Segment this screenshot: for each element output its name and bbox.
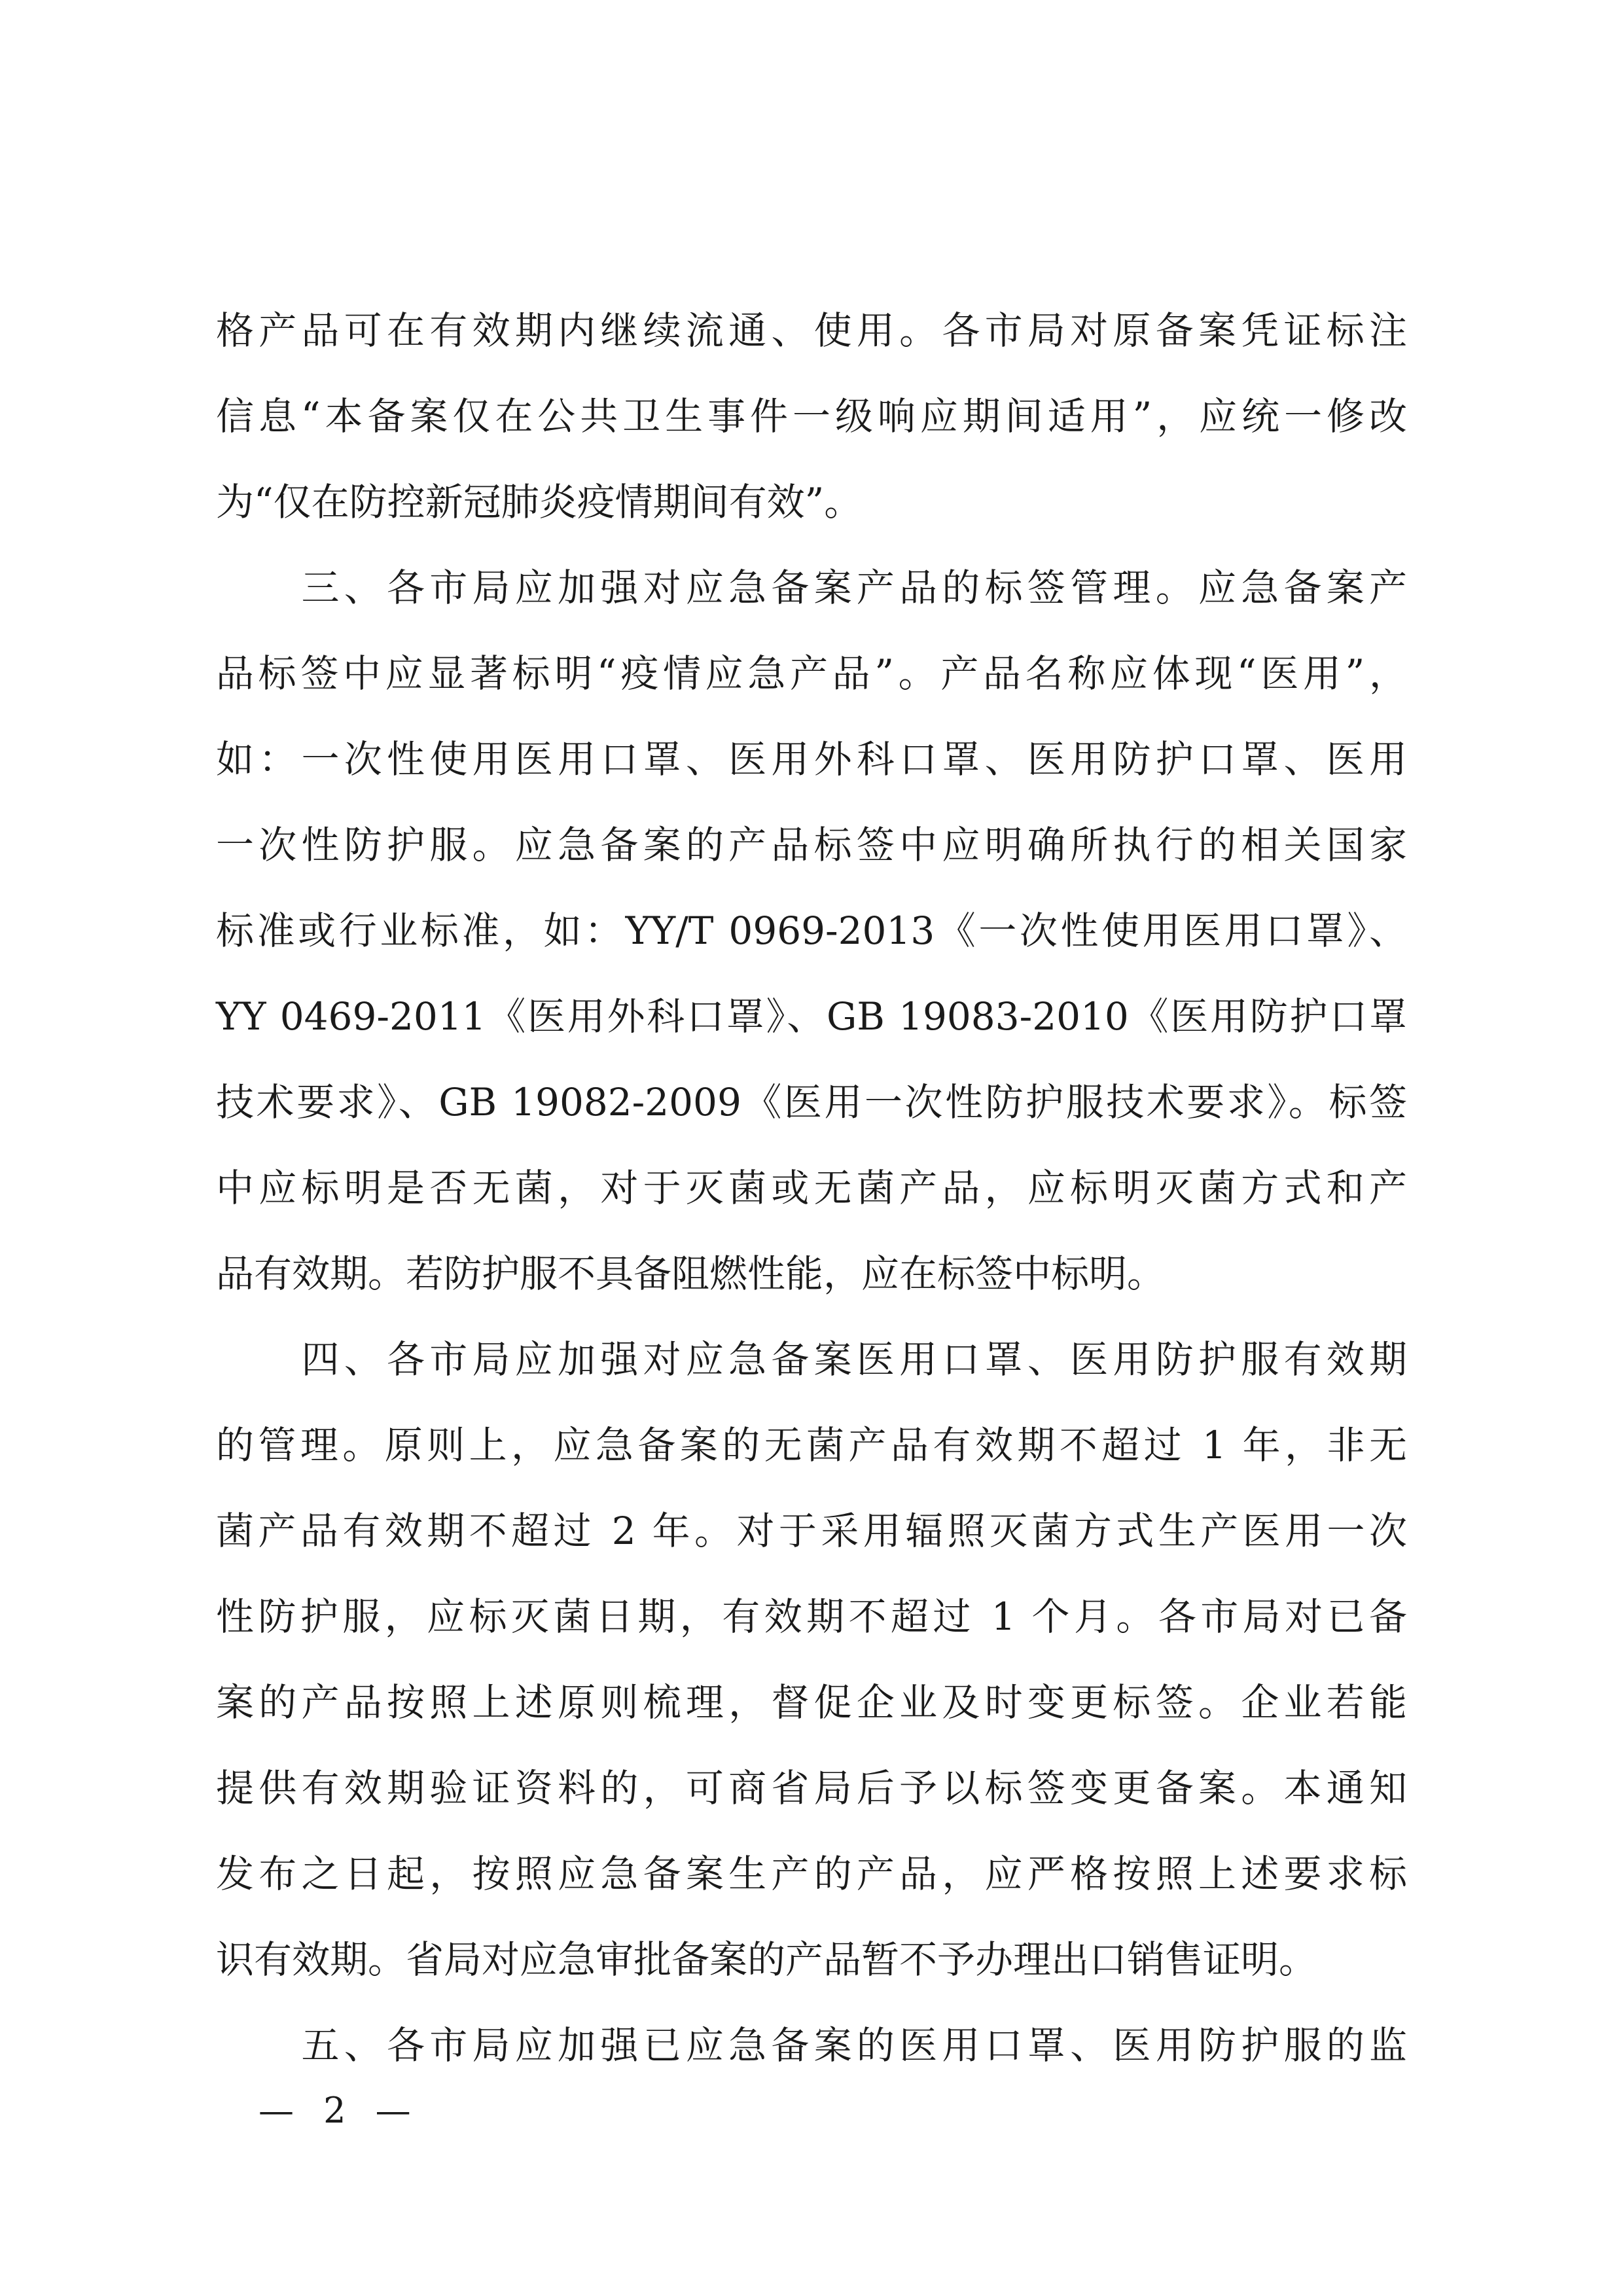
text-line: 性防护服，应标灭菌日期，有效期不超过 1 个月。各市局对已备 xyxy=(216,1594,1407,1639)
text-line: 为“仅在防控新冠肺炎疫情期间有效”。 xyxy=(216,480,863,524)
text-line: 菌产品有效期不超过 2 年。对于采用辐照灭菌方式生产医用一次 xyxy=(216,1509,1407,1553)
text-line: 格产品可在有效期内继续流通、使用。各市局对原备案凭证标注 xyxy=(216,308,1407,353)
text-line: 四、各市局应加强对应急备案医用口罩、医用防护服有效期 xyxy=(216,1337,1407,1382)
document-body xyxy=(216,288,1407,2089)
text-line: 标准或行业标准，如：YY/T 0969-2013《一次性使用医用口罩》、 xyxy=(216,908,1407,953)
text-line: 五、各市局应加强已应急备案的医用口罩、医用防护服的监 xyxy=(216,2023,1407,2068)
text-line: 品标签中应显著标明“疫情应急产品”。产品名称应体现“医用”， xyxy=(216,651,1407,696)
text-line: 的管理。原则上，应急备案的无菌产品有效期不超过 1 年，非无 xyxy=(216,1423,1407,1467)
text-line: YY 0469-2011《医用外科口罩》、GB 19083-2010《医用防护口罩 xyxy=(216,994,1407,1039)
text-line: 三、各市局应加强对应急备案产品的标签管理。应急备案产 xyxy=(216,565,1407,610)
text-line: 一次性防护服。应急备案的产品标签中应明确所执行的相关国家 xyxy=(216,823,1407,867)
text-line: 发布之日起，按照应急备案生产的产品，应严格按照上述要求标 xyxy=(216,1852,1407,1896)
text-line: 如：一次性使用医用口罩、医用外科口罩、医用防护口罩、医用 xyxy=(216,737,1407,781)
text-line: 案的产品按照上述原则梳理，督促企业及时变更标签。企业若能 xyxy=(216,1680,1407,1725)
text-line: 信息“本备案仅在公共卫生事件一级响应期间适用”，应统一修改 xyxy=(216,394,1407,439)
text-line: 识有效期。省局对应急审批备案的产品暂不予办理出口销售证明。 xyxy=(216,1937,1317,1982)
text-line: 提供有效期验证资料的，可商省局后予以标签变更备案。本通知 xyxy=(216,1766,1407,1810)
text-line: 品有效期。若防护服不具备阻燃性能，应在标签中标明。 xyxy=(216,1251,1166,1296)
page-number: — 2 — xyxy=(259,2090,420,2131)
text-line: 技术要求》、GB 19082-2009《医用一次性防护服技术要求》。标签 xyxy=(216,1080,1407,1124)
text-line: 中应标明是否无菌，对于灭菌或无菌产品，应标明灭菌方式和产 xyxy=(216,1166,1407,1210)
